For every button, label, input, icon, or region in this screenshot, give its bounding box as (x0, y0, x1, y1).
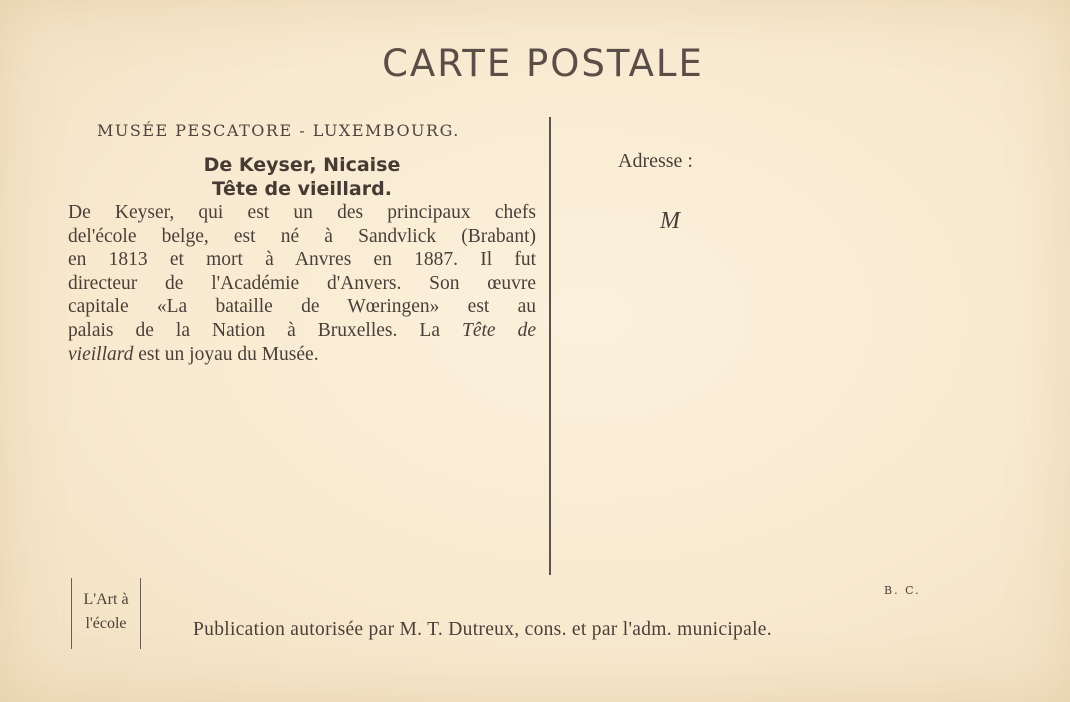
museum-heading: MUSÉE PESCATORE - LUXEMBOURG. (97, 121, 460, 140)
description-line: en 1813 et mort à Anvres en 1887. Il fut (68, 249, 536, 271)
description-line: directeur de l'Académie d'Anvers. Son œuvre (68, 272, 536, 294)
description-text: est un joyau du Musée. (133, 343, 319, 365)
card-title: CARTE POSTALE (382, 42, 704, 85)
description-line: capitale «La bataille de Wœringen» est au (68, 296, 536, 318)
description-italic: Tête de (462, 319, 537, 341)
address-label: Adresse : (618, 150, 693, 172)
publisher-box (71, 578, 141, 649)
artwork-title: Tête de vieillard. (212, 178, 392, 200)
artwork-description (68, 201, 536, 366)
publication-note: Publication autorisée par M. T. Dutreux, cons. et par l'adm. municipale. (193, 619, 772, 640)
description-italic: vieillard (68, 343, 134, 365)
description-line: del'école belge, est né à Sandvlick (Brabant) (68, 225, 536, 247)
publisher-box-line: l'école (85, 615, 127, 632)
printer-mark: B. C. (884, 584, 921, 597)
description-line (68, 343, 536, 367)
description-line (68, 319, 536, 343)
description-text: palais de la Nation à Bruxelles. La (68, 319, 440, 341)
publisher-box-line: L'Art à (83, 591, 129, 608)
center-divider (549, 117, 551, 575)
address-initial: M (660, 208, 680, 234)
description-line: De Keyser, qui est un des principaux chefs (68, 202, 536, 223)
artist-name: De Keyser, Nicaise (203, 154, 401, 176)
